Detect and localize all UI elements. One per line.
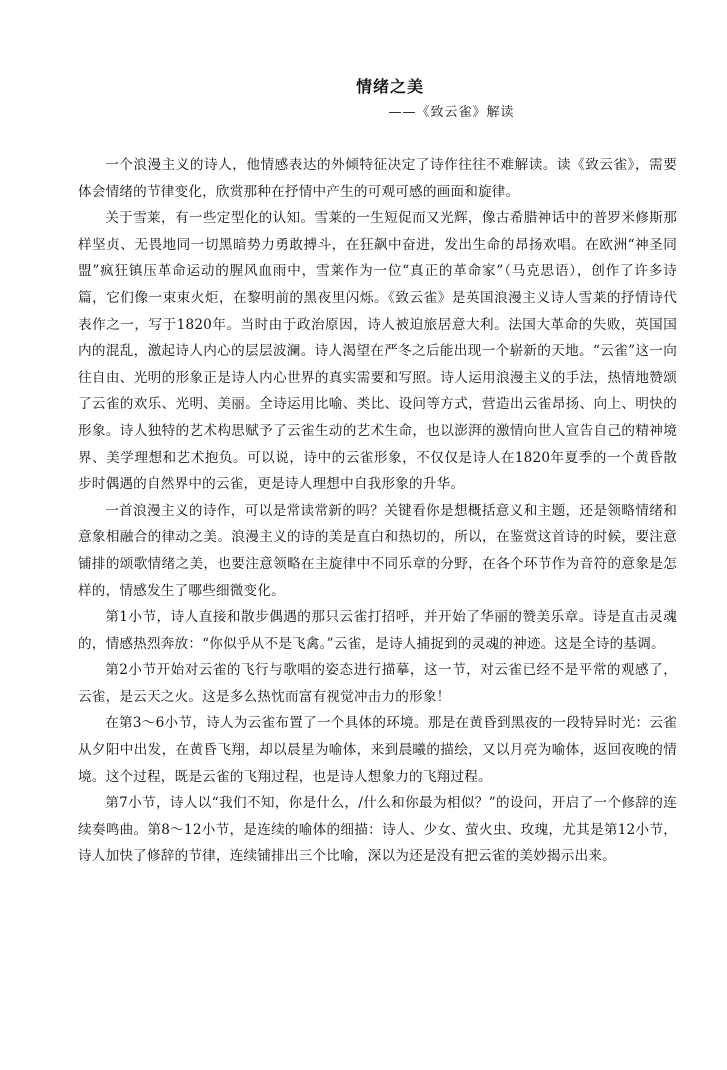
paragraph-6: 在第3～6小节，诗人为云雀布置了一个具体的环境。那是在黄昏到黑夜的一段特异时光：云雀从夕阳中出发，在黄昏飞翔，却以晨星为喻体，来到晨曦的描绘，又以月亮为喻体，返回夜晚的情境。这个过程，既是云雀的飞翔过程，也是诗人想象力的飞翔过程。 — [78, 715, 677, 785]
paragraph-5: 第2小节开始对云雀的飞行与歌唱的姿态进行描摹，这一节，对云雀已经不是平常的观感了，云雀，是云天之火。这是多么热忱而富有视觉冲击力的形象！ — [78, 662, 677, 705]
paragraph-4: 第1小节，诗人直接和散步偶遇的那只云雀打招呼，并开始了华丽的赞美乐章。诗是直击灵魂的，情感热烈奔放：“你似乎从不是飞禽。”云雀，是诗人捕捉到的灵魂的神迹。这是全诗的基调。 — [78, 609, 677, 652]
paragraph-3: 一首浪漫主义的诗作，可以是常读常新的吗？关键看你是想概括意义和主题，还是领略情绪和意象相融合的律动之美。浪漫主义的诗的美是直白和热切的，所以，在鉴赏这首诗的时候，要注意铺排的颂歌情绪之美，也要注意领略在主旋律中不同乐章的分野，在各个环节作为音符的意象是怎样的，情感发生了哪些细微变化。 — [78, 502, 677, 599]
paragraph-1: 一个浪漫主义的诗人，他情感表达的外倾特征决定了诗作往往不难解读。读《致云雀》，需要体会情绪的节律变化，欣赏那种在抒情中产生的可观可感的画面和旋律。 — [78, 157, 677, 200]
document-title: 情绪之美 — [355, 77, 424, 96]
document-subtitle: ——《致云雀》解读 — [388, 105, 515, 120]
paragraph-7: 第7小节，诗人以“我们不知，你是什么，/什么和你最为相似？”的设问，开启了一个修辞的连续奏鸣曲。第8～12小节，是连续的喻体的细描：诗人、少女、萤火虫、玫瑰，尤其是第12小节，诗人加快了修辞的节律，连续铺排出三个比喻，深以为还是没有把云雀的美妙揭示出来。 — [78, 795, 677, 865]
paragraph-2: 关于雪莱，有一些定型化的认知。雪莱的一生短促而又光辉，像古希腊神话中的普罗米修斯那样坚贞、无畏地同一切黑暗势力勇敢搏斗，在狂飙中奋进，发出生命的昂扬欢唱。在欧洲“神圣同盟”疯狂镇压革命运动的腥风血雨中，雪莱作为一位“真正的革命家”（马克思语），创作了许多诗篇，它们像一束束火炬，在黎明前的黑夜里闪烁。《致云雀》是英国浪漫主义诗人雪莱的抒情诗代表作之一，写于1820年。当时由于政治原因，诗人被迫旅居意大利。法国大革命的失败，英国国内的混乱，激起诗人内心的层层波澜。诗人渴望在严冬之后能出现一个崭新的天地。“云雀”这一向往自由、光明的形象正是诗人内心世界的真实需要和写照。诗人运用浪漫主义的手法，热情地赞颂了云雀的欢乐、光明、美丽。全诗运用比喻、类比、设问等方式，营造出云雀昂扬、向上、明快的形象。诗人独特的艺术构思赋予了云雀生动的艺术生命，也以澎湃的激情向世人宣告自己的精神境界、美学理想和艺术抱负。可以说，诗中的云雀形象，不仅仅是诗人在1820年夏季的一个黄昏散步时偶遇的自然界中的云雀，更是诗人理想中自我形象的升华。 — [78, 210, 677, 493]
